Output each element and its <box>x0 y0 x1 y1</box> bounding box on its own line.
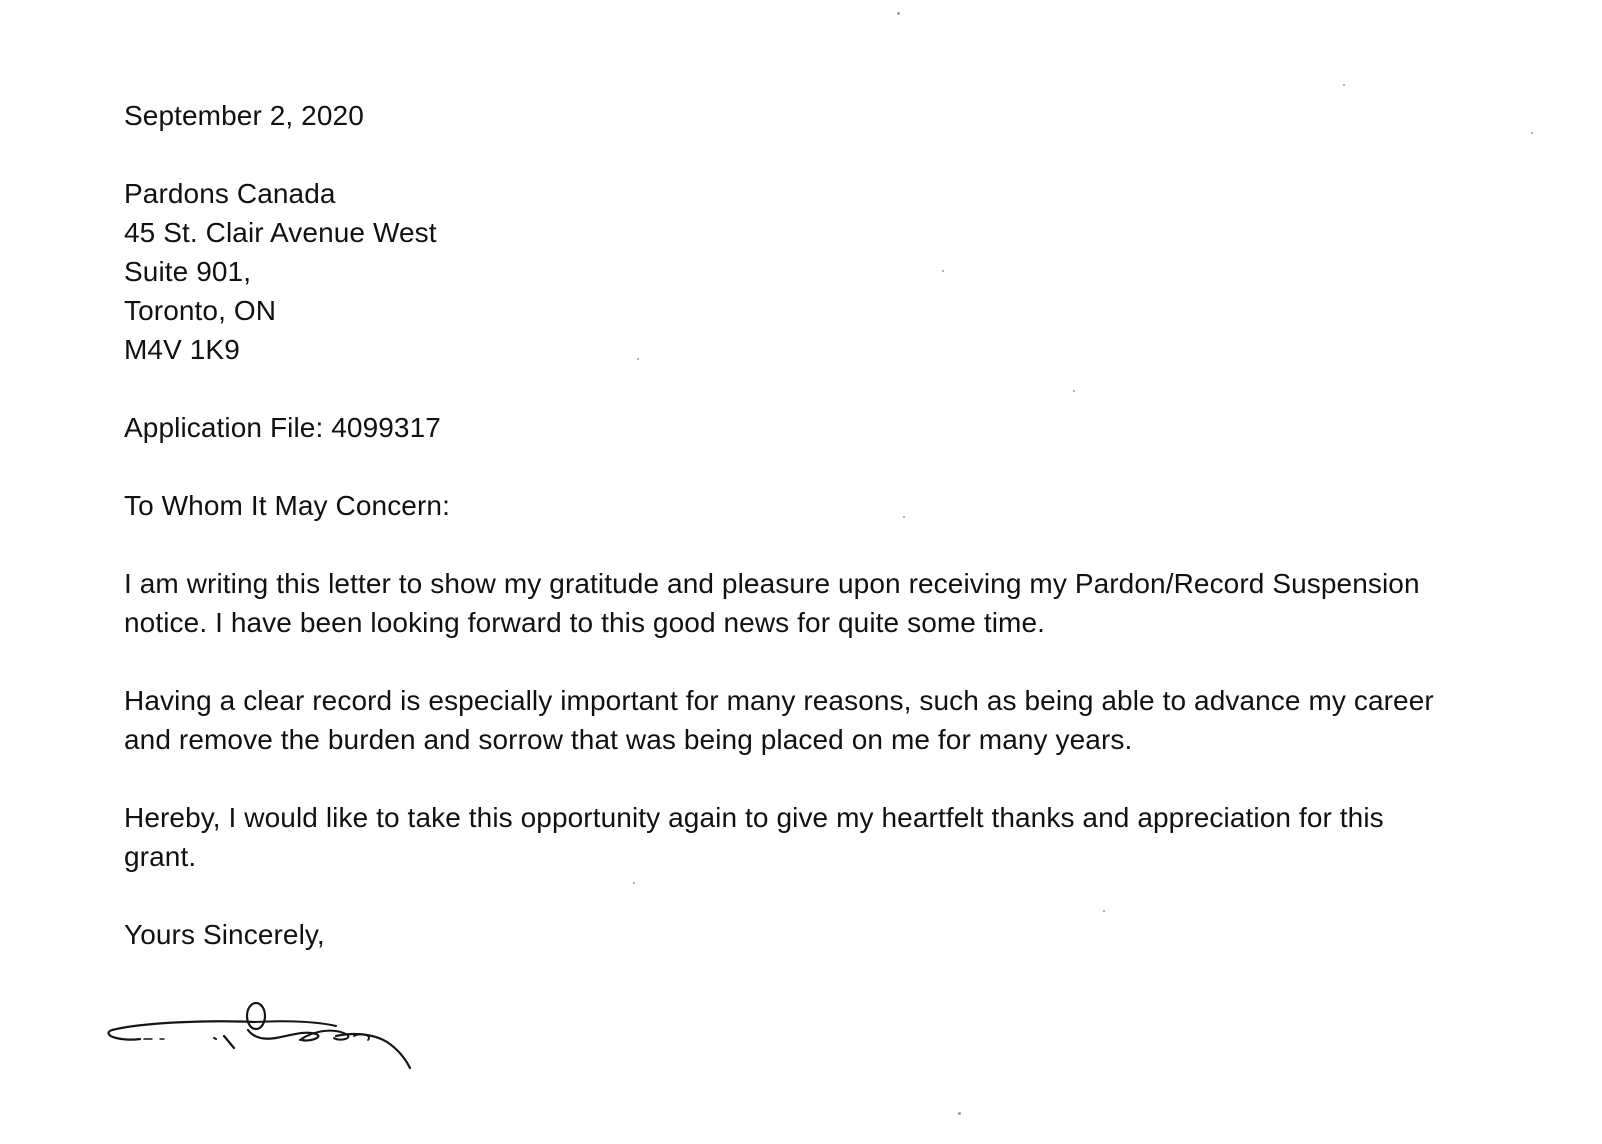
paragraph-line: grant. <box>124 841 197 872</box>
letter-date: September 2, 2020 <box>124 100 364 131</box>
closing: Yours Sincerely, <box>124 919 325 950</box>
scan-speck <box>1103 910 1105 912</box>
scan-speck <box>1073 390 1075 392</box>
recipient-postal-code: M4V 1K9 <box>124 334 240 365</box>
recipient-city: Toronto, ON <box>124 295 277 326</box>
scan-speck <box>958 1112 961 1115</box>
scan-speck <box>633 882 635 884</box>
letter-body <box>124 96 1514 954</box>
paragraph-thanks <box>124 798 1514 876</box>
salutation: To Whom It May Concern: <box>124 490 450 521</box>
paragraph-gratitude <box>124 564 1514 642</box>
scan-speck <box>1531 132 1533 134</box>
recipient-name: Pardons Canada <box>124 178 336 209</box>
paragraph-reasons <box>124 681 1514 759</box>
scan-speck <box>637 358 639 360</box>
scan-speck <box>903 516 905 518</box>
scan-speck <box>897 12 900 15</box>
recipient-suite: Suite 901, <box>124 256 252 287</box>
paragraph-line: and remove the burden and sorrow that was being placed on me for many years. <box>124 724 1133 755</box>
paragraph-line: Having a clear record is especially important for many reasons, such as being able to advance my career <box>124 685 1434 716</box>
application-file-reference: Application File: 4099317 <box>124 412 441 443</box>
recipient-street: 45 St. Clair Avenue West <box>124 217 437 248</box>
scan-speck <box>1343 84 1345 86</box>
handwritten-signature <box>104 1000 424 1080</box>
paragraph-line: Hereby, I would like to take this opportunity again to give my heartfelt thanks and appreciation for this <box>124 802 1384 833</box>
recipient-address <box>124 174 1514 369</box>
paragraph-line: I am writing this letter to show my gratitude and pleasure upon receiving my Pardon/Record Suspension <box>124 568 1420 599</box>
scan-speck <box>942 270 944 272</box>
paragraph-line: notice. I have been looking forward to this good news for quite some time. <box>124 607 1046 638</box>
